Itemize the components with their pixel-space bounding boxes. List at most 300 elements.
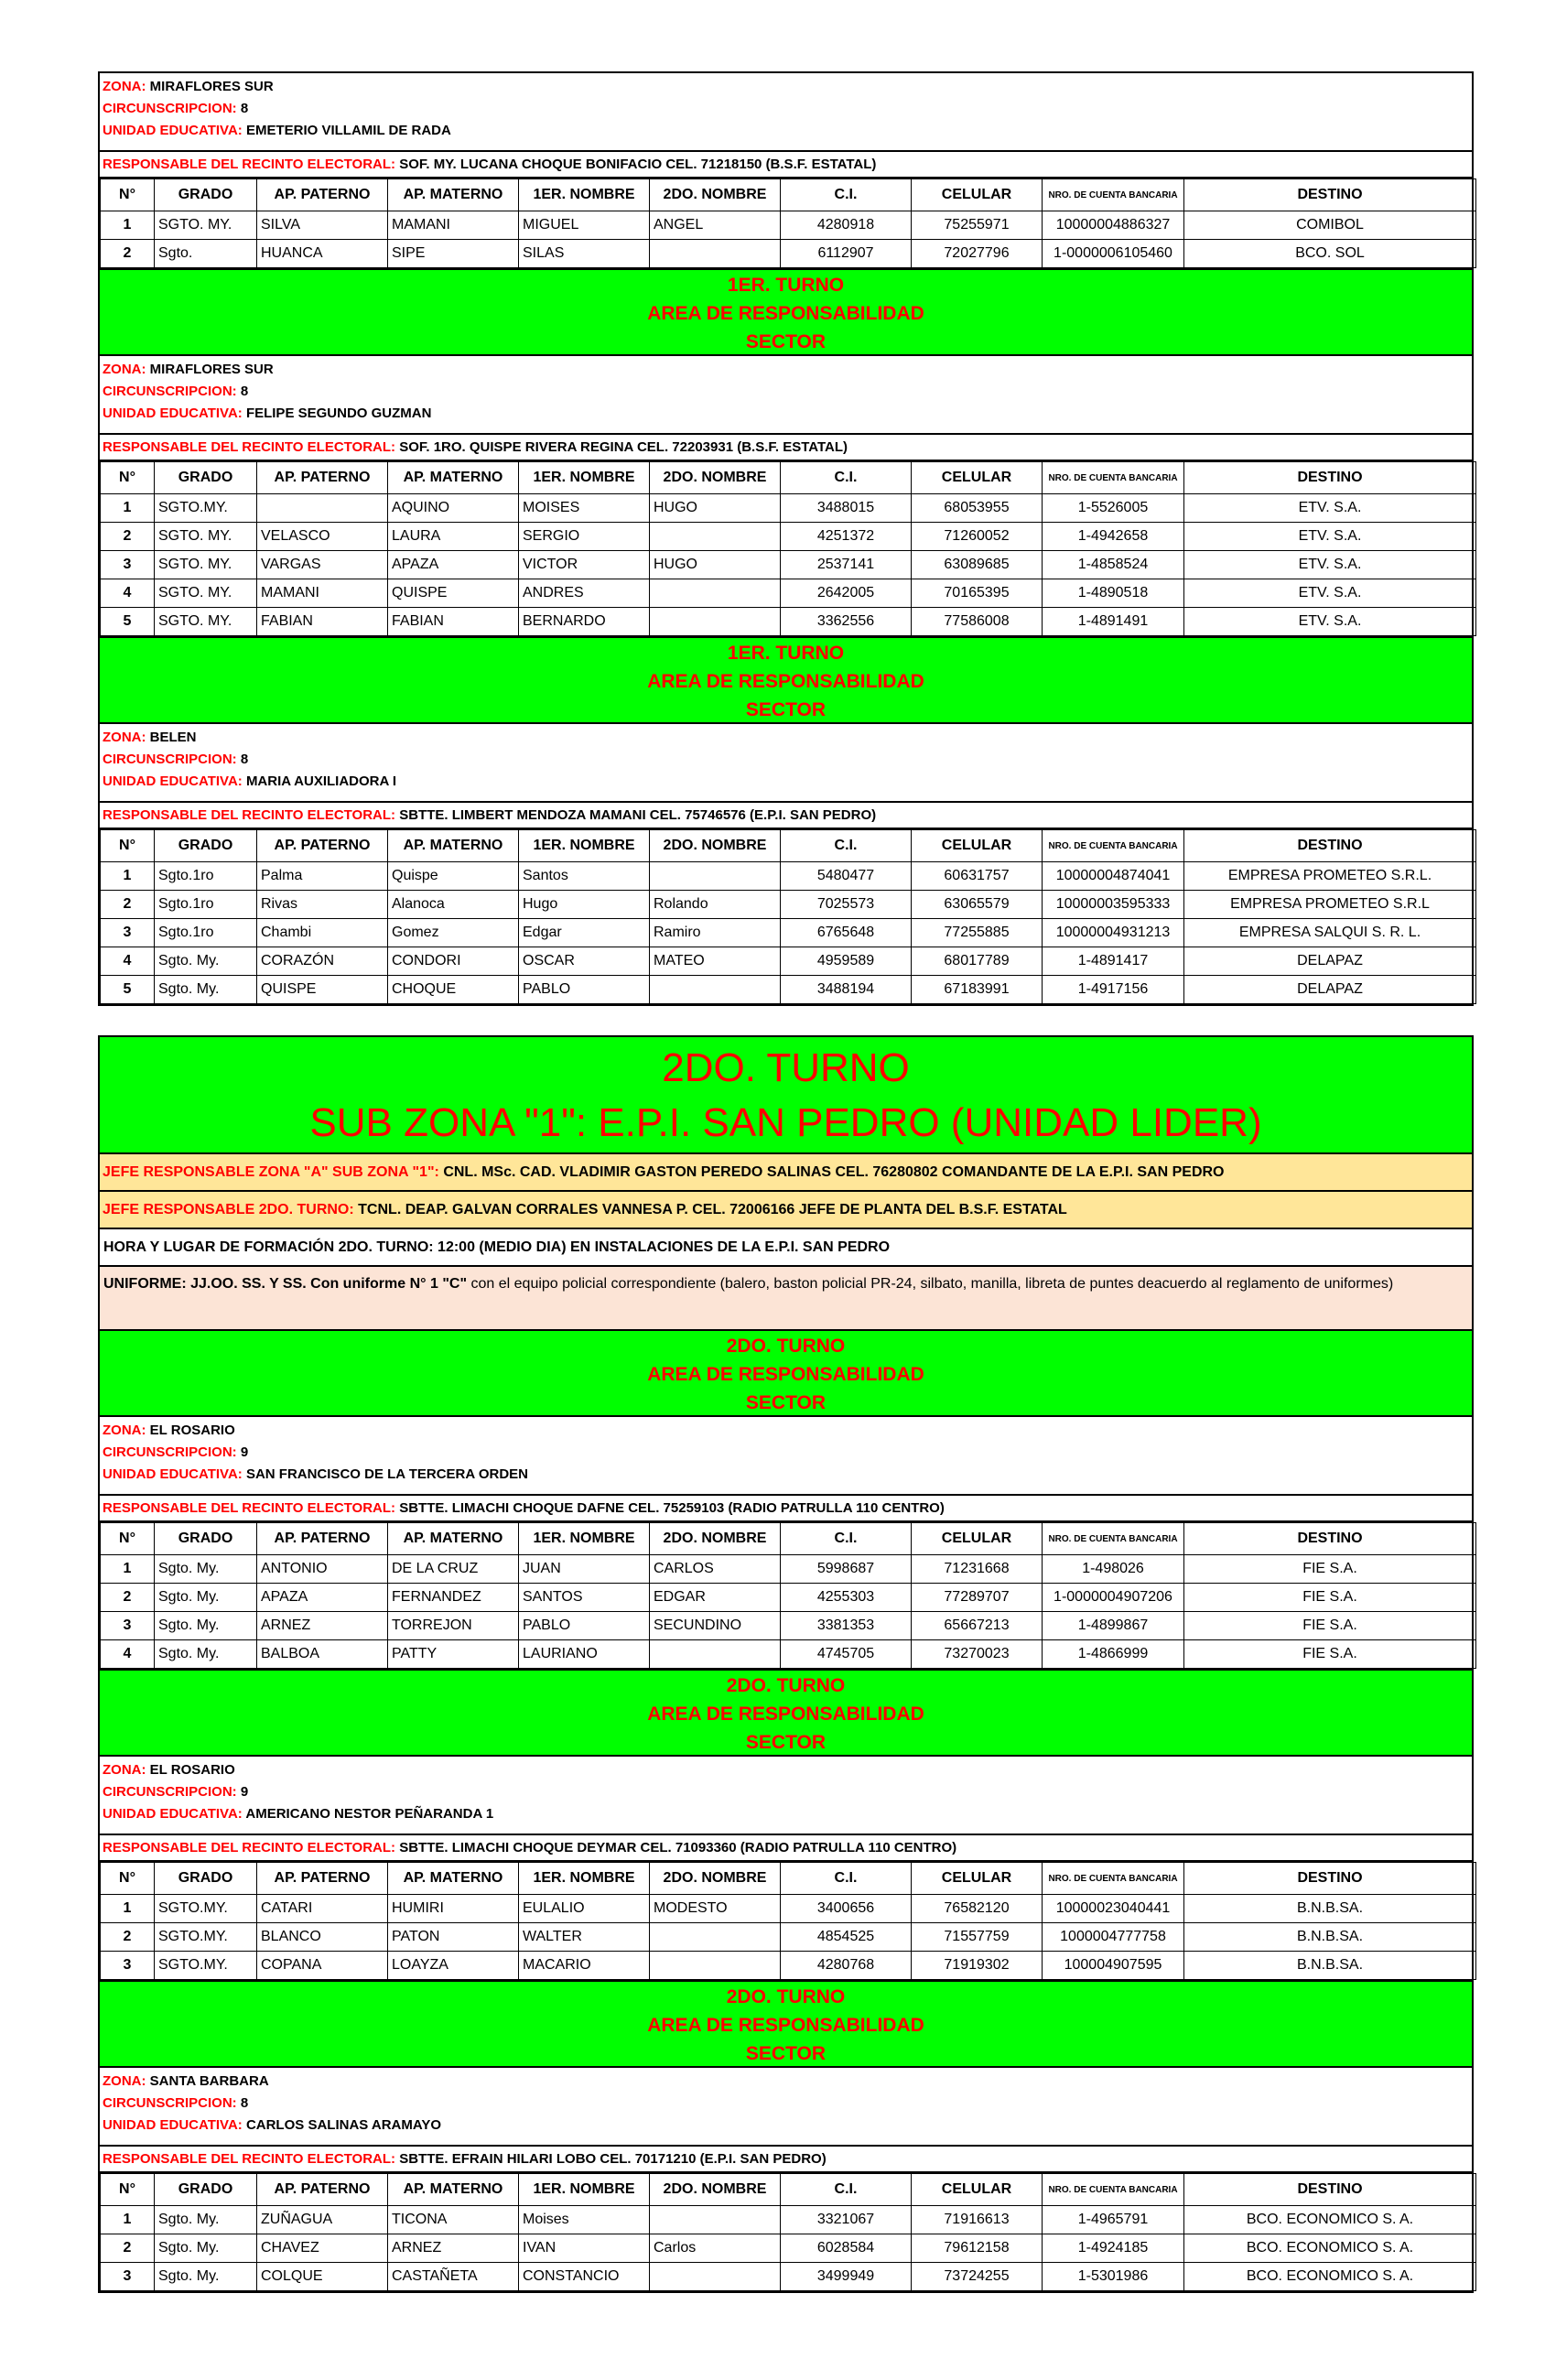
table-cell — [650, 1952, 781, 1980]
column-header: C.I. — [781, 1863, 912, 1895]
table-cell: Palma — [257, 862, 388, 891]
section-info — [98, 722, 1474, 801]
table-cell: Sgto. My. — [155, 1640, 257, 1669]
table-cell: QUISPE — [257, 976, 388, 1004]
table-row — [101, 1640, 1476, 1669]
table-cell: ZUÑAGUA — [257, 2206, 388, 2234]
column-header: 2DO. NOMBRE — [650, 830, 781, 862]
table-cell: Ramiro — [650, 919, 781, 947]
table-cell: VARGAS — [257, 551, 388, 579]
table-cell: OSCAR — [519, 947, 650, 976]
table-cell: Sgto. My. — [155, 976, 257, 1004]
table-cell: BALBOA — [257, 1640, 388, 1669]
table-row — [101, 2263, 1476, 2291]
table-cell: 71260052 — [912, 523, 1043, 551]
table-cell: CARLOS — [650, 1555, 781, 1584]
table-row — [101, 211, 1476, 240]
column-header: N° — [101, 830, 155, 862]
column-header: DESTINO — [1184, 1523, 1476, 1555]
table-cell — [650, 2206, 781, 2234]
table-cell: 1000004777758 — [1043, 1923, 1184, 1952]
column-header: DESTINO — [1184, 1863, 1476, 1895]
school-line — [103, 1464, 1469, 1486]
table-cell: 6765648 — [781, 919, 912, 947]
table-cell: Rolando — [650, 891, 781, 919]
responsible-label: RESPONSABLE DEL RECINTO ELECTORAL: — [103, 807, 400, 823]
table-cell: ETV. S.A. — [1184, 579, 1476, 608]
responsible-value: SBTTE. EFRAIN HILARI LOBO CEL. 70171210 (E.P.I. SAN PEDRO) — [399, 2151, 827, 2167]
table-cell: 2642005 — [781, 579, 912, 608]
table-row — [101, 1612, 1476, 1640]
title-line-1: 2DO. TURNO — [662, 1045, 910, 1090]
table-cell: HUANCA — [257, 240, 388, 268]
zone-label: ZONA: — [103, 362, 150, 377]
column-header: NRO. DE CUENTA BANCARIA — [1043, 1863, 1184, 1895]
school-value: MARIA AUXILIADORA I — [245, 774, 397, 789]
table-cell: 3 — [101, 919, 155, 947]
first-turn-banner — [98, 636, 1474, 722]
responsible-label: RESPONSABLE DEL RECINTO ELECTORAL: — [103, 439, 400, 455]
table-cell: FIE S.A. — [1184, 1584, 1476, 1612]
table-cell: 3 — [101, 1952, 155, 1980]
circumscription-line — [103, 1781, 1469, 1803]
zone-label: ZONA: — [103, 730, 150, 745]
table-cell: Santos — [519, 862, 650, 891]
column-header: NRO. DE CUENTA BANCARIA — [1043, 830, 1184, 862]
table-cell: DELAPAZ — [1184, 947, 1476, 976]
table-cell: FIE S.A. — [1184, 1640, 1476, 1669]
table-cell: 6028584 — [781, 2234, 912, 2263]
roster-table — [100, 461, 1476, 636]
table-cell: Sgto.1ro — [155, 862, 257, 891]
table-cell: 3400656 — [781, 1895, 912, 1923]
zone-label: ZONA: — [103, 2073, 150, 2089]
table-cell: 73724255 — [912, 2263, 1043, 2291]
column-header: CELULAR — [912, 1863, 1043, 1895]
school-value: FELIPE SEGUNDO GUZMAN — [245, 406, 432, 421]
column-header: DESTINO — [1184, 179, 1476, 211]
table-cell: 1-4858524 — [1043, 551, 1184, 579]
school-label: UNIDAD EDUCATIVA: — [103, 2117, 246, 2133]
zone-value: MIRAFLORES SUR — [149, 79, 274, 94]
responsible-label: RESPONSABLE DEL RECINTO ELECTORAL: — [103, 2151, 400, 2167]
column-header: AP. PATERNO — [257, 179, 388, 211]
column-header: N° — [101, 462, 155, 494]
zone-line — [103, 727, 1469, 749]
table-cell: 10000004931213 — [1043, 919, 1184, 947]
responsible-value: SOF. MY. LUCANA CHOQUE BONIFACIO CEL. 71218150 (B.S.F. ESTATAL) — [399, 157, 877, 172]
school-value: EMETERIO VILLAMIL DE RADA — [245, 123, 451, 138]
table-cell: 77255885 — [912, 919, 1043, 947]
table-cell: 70165395 — [912, 579, 1043, 608]
school-line — [103, 2115, 1469, 2137]
header-row — [101, 1523, 1476, 1555]
column-header: 2DO. NOMBRE — [650, 2174, 781, 2206]
turn-line: 2DO. TURNO — [726, 1675, 846, 1696]
table-cell: FIE S.A. — [1184, 1612, 1476, 1640]
table-cell — [650, 579, 781, 608]
table-cell: SANTOS — [519, 1584, 650, 1612]
column-header: 1ER. NOMBRE — [519, 1863, 650, 1895]
table-cell: 4854525 — [781, 1923, 912, 1952]
zone-chief-row — [98, 1152, 1474, 1190]
column-header: CELULAR — [912, 2174, 1043, 2206]
table-cell: DELAPAZ — [1184, 976, 1476, 1004]
table-cell: EMPRESA PROMETEO S.R.L. — [1184, 862, 1476, 891]
table-cell: 72027796 — [912, 240, 1043, 268]
column-header: 1ER. NOMBRE — [519, 1523, 650, 1555]
table-cell: 1 — [101, 1895, 155, 1923]
table-cell: 75255971 — [912, 211, 1043, 240]
column-header: C.I. — [781, 830, 912, 862]
second-turn-banner — [98, 1980, 1474, 2066]
table-cell — [650, 862, 781, 891]
table-cell: Gomez — [388, 919, 519, 947]
table-cell: LAURIANO — [519, 1640, 650, 1669]
table-row — [101, 1923, 1476, 1952]
table-cell: BCO. ECONOMICO S. A. — [1184, 2206, 1476, 2234]
column-header: AP. MATERNO — [388, 1863, 519, 1895]
column-header: N° — [101, 2174, 155, 2206]
table-cell: 4280768 — [781, 1952, 912, 1980]
table-cell: Edgar — [519, 919, 650, 947]
table-cell: 4745705 — [781, 1640, 912, 1669]
responsible-row — [98, 1494, 1474, 1520]
circumscription-label: CIRCUNSCRIPCION: — [103, 384, 241, 399]
table-cell: CORAZÓN — [257, 947, 388, 976]
table-cell: 2 — [101, 1584, 155, 1612]
table-cell: EMPRESA SALQUI S. R. L. — [1184, 919, 1476, 947]
table-cell: ETV. S.A. — [1184, 523, 1476, 551]
table-cell: HUGO — [650, 551, 781, 579]
table-cell: BCO. SOL — [1184, 240, 1476, 268]
second-turn-banner — [98, 1669, 1474, 1755]
table-cell: B.N.B.SA. — [1184, 1923, 1476, 1952]
roster-wrapper — [98, 1520, 1474, 1669]
table-cell: PABLO — [519, 976, 650, 1004]
table-cell: SGTO.MY. — [155, 1952, 257, 1980]
section-info — [98, 354, 1474, 433]
table-cell: COLQUE — [257, 2263, 388, 2291]
table-cell: 71919302 — [912, 1952, 1043, 1980]
table-cell: Sgto. My. — [155, 947, 257, 976]
table-cell: 4255303 — [781, 1584, 912, 1612]
column-header: CELULAR — [912, 462, 1043, 494]
table-cell: MACARIO — [519, 1952, 650, 1980]
turn-line: 1ER. TURNO — [727, 275, 845, 296]
table-cell: CHOQUE — [388, 976, 519, 1004]
table-row — [101, 891, 1476, 919]
table-row — [101, 947, 1476, 976]
table-cell: BCO. ECONOMICO S. A. — [1184, 2234, 1476, 2263]
table-cell: 76582120 — [912, 1895, 1043, 1923]
roster-table — [100, 2173, 1476, 2291]
table-cell: 68017789 — [912, 947, 1043, 976]
table-cell: SGTO. MY. — [155, 579, 257, 608]
table-row — [101, 976, 1476, 1004]
table-cell: FERNANDEZ — [388, 1584, 519, 1612]
table-cell: 7025573 — [781, 891, 912, 919]
column-header: DESTINO — [1184, 830, 1476, 862]
table-cell: Rivas — [257, 891, 388, 919]
table-cell: 1 — [101, 2206, 155, 2234]
table-cell: Sgto. — [155, 240, 257, 268]
column-header: NRO. DE CUENTA BANCARIA — [1043, 462, 1184, 494]
column-header: GRADO — [155, 2174, 257, 2206]
table-cell: 4959589 — [781, 947, 912, 976]
column-header: C.I. — [781, 2174, 912, 2206]
table-cell: 63089685 — [912, 551, 1043, 579]
table-row — [101, 1952, 1476, 1980]
table-cell: Chambi — [257, 919, 388, 947]
table-cell: 1-4965791 — [1043, 2206, 1184, 2234]
school-label: UNIDAD EDUCATIVA: — [103, 1466, 246, 1482]
responsible-value: SOF. 1RO. QUISPE RIVERA REGINA CEL. 72203931 (B.S.F. ESTATAL) — [399, 439, 848, 455]
zone-line — [103, 2071, 1469, 2093]
column-header: N° — [101, 1523, 155, 1555]
table-cell: SERGIO — [519, 523, 650, 551]
table-cell: EULALIO — [519, 1895, 650, 1923]
header-row — [101, 179, 1476, 211]
table-cell: 1 — [101, 1555, 155, 1584]
sector-line: SECTOR — [745, 1732, 827, 1753]
table-cell: DE LA CRUZ — [388, 1555, 519, 1584]
table-cell: 4280918 — [781, 211, 912, 240]
sector-line: SECTOR — [745, 699, 827, 720]
table-cell: 3488015 — [781, 494, 912, 523]
table-cell: 73270023 — [912, 1640, 1043, 1669]
roster-table — [100, 829, 1476, 1004]
table-cell: 2 — [101, 523, 155, 551]
table-cell: LAURA — [388, 523, 519, 551]
table-row — [101, 862, 1476, 891]
sector-line: SECTOR — [745, 2043, 827, 2064]
shift-chief-label: JEFE RESPONSABLE 2DO. TURNO: — [103, 1202, 354, 1217]
column-header: AP. PATERNO — [257, 830, 388, 862]
section-info — [98, 71, 1474, 150]
circumscription-value: 8 — [240, 2095, 249, 2111]
school-line — [103, 403, 1469, 425]
column-header: 1ER. NOMBRE — [519, 830, 650, 862]
table-cell: Alanoca — [388, 891, 519, 919]
table-cell: SGTO.MY. — [155, 1923, 257, 1952]
table-cell: 10000023040441 — [1043, 1895, 1184, 1923]
table-cell: 5 — [101, 608, 155, 636]
roster-wrapper — [98, 177, 1474, 268]
circumscription-label: CIRCUNSCRIPCION: — [103, 101, 241, 116]
turn-line: 1ER. TURNO — [727, 643, 845, 664]
table-cell: ETV. S.A. — [1184, 608, 1476, 636]
table-cell: SGTO. MY. — [155, 211, 257, 240]
table-cell: 67183991 — [912, 976, 1043, 1004]
table-cell: 1-498026 — [1043, 1555, 1184, 1584]
table-cell: Carlos — [650, 2234, 781, 2263]
table-cell: 3362556 — [781, 608, 912, 636]
column-header: CELULAR — [912, 830, 1043, 862]
uniform-row — [98, 1265, 1474, 1329]
responsible-row — [98, 150, 1474, 177]
roster-table — [100, 1862, 1476, 1980]
school-label: UNIDAD EDUCATIVA: — [103, 774, 246, 789]
table-cell: 71557759 — [912, 1923, 1043, 1952]
table-cell: APAZA — [257, 1584, 388, 1612]
circumscription-line — [103, 1442, 1469, 1464]
table-cell: 1-4891491 — [1043, 608, 1184, 636]
table-cell: 10000003595333 — [1043, 891, 1184, 919]
column-header: N° — [101, 1863, 155, 1895]
column-header: DESTINO — [1184, 2174, 1476, 2206]
table-cell: 5998687 — [781, 1555, 912, 1584]
roster-table — [100, 1522, 1476, 1669]
table-cell: VICTOR — [519, 551, 650, 579]
table-cell — [650, 523, 781, 551]
table-cell: ANDRES — [519, 579, 650, 608]
table-cell: 1 — [101, 211, 155, 240]
table-cell: JUAN — [519, 1555, 650, 1584]
responsible-label: RESPONSABLE DEL RECINTO ELECTORAL: — [103, 157, 400, 172]
table-cell: TICONA — [388, 2206, 519, 2234]
roster-wrapper — [98, 460, 1474, 636]
area-line: AREA DE RESPONSABILIDAD — [647, 303, 924, 324]
school-label: UNIDAD EDUCATIVA: — [103, 1806, 246, 1822]
table-row — [101, 1895, 1476, 1923]
zone-label: ZONA: — [103, 1423, 150, 1438]
school-line — [103, 1803, 1469, 1825]
table-cell: ARNEZ — [257, 1612, 388, 1640]
table-cell: 1 — [101, 862, 155, 891]
table-cell: 68053955 — [912, 494, 1043, 523]
table-cell: ETV. S.A. — [1184, 494, 1476, 523]
table-cell: 4 — [101, 947, 155, 976]
school-label: UNIDAD EDUCATIVA: — [103, 123, 246, 138]
sector-line: SECTOR — [745, 1392, 827, 1413]
table-cell: 5480477 — [781, 862, 912, 891]
circumscription-label: CIRCUNSCRIPCION: — [103, 2095, 241, 2111]
table-cell: 1-4917156 — [1043, 976, 1184, 1004]
first-turn-banner — [98, 268, 1474, 354]
table-cell: VELASCO — [257, 523, 388, 551]
table-cell: 3488194 — [781, 976, 912, 1004]
responsible-value: SBTTE. LIMBERT MENDOZA MAMANI CEL. 75746576 (E.P.I. SAN PEDRO) — [399, 807, 877, 823]
table-cell: 1 — [101, 494, 155, 523]
table-row — [101, 1555, 1476, 1584]
uniform-bold-text: UNIFORME: JJ.OO. SS. Y SS. Con uniforme N° 1 "C" — [103, 1276, 468, 1292]
table-cell: ANTONIO — [257, 1555, 388, 1584]
table-cell: 5 — [101, 976, 155, 1004]
table-row — [101, 551, 1476, 579]
table-cell — [650, 608, 781, 636]
table-cell: WALTER — [519, 1923, 650, 1952]
column-header: 2DO. NOMBRE — [650, 1863, 781, 1895]
table-cell: 1-4866999 — [1043, 1640, 1184, 1669]
column-header: GRADO — [155, 462, 257, 494]
school-value: AMERICANO NESTOR PEÑARANDA 1 — [245, 1806, 494, 1822]
table-cell: 1-5526005 — [1043, 494, 1184, 523]
table-cell: 1-4891417 — [1043, 947, 1184, 976]
table-cell: 100004907595 — [1043, 1952, 1184, 1980]
column-header: 1ER. NOMBRE — [519, 179, 650, 211]
table-cell: Quispe — [388, 862, 519, 891]
table-cell: MAMANI — [257, 579, 388, 608]
table-row — [101, 2234, 1476, 2263]
table-cell: 4251372 — [781, 523, 912, 551]
table-cell: 2 — [101, 2234, 155, 2263]
column-header: AP. MATERNO — [388, 462, 519, 494]
column-header: 1ER. NOMBRE — [519, 462, 650, 494]
table-cell: 2 — [101, 891, 155, 919]
area-line: AREA DE RESPONSABILIDAD — [647, 2015, 924, 2036]
circumscription-line — [103, 2093, 1469, 2115]
table-cell: CATARI — [257, 1895, 388, 1923]
column-header: AP. PATERNO — [257, 2174, 388, 2206]
column-header: AP. MATERNO — [388, 1523, 519, 1555]
zone-line — [103, 1420, 1469, 1442]
table-cell: 2537141 — [781, 551, 912, 579]
roster-wrapper — [98, 1860, 1474, 1980]
responsible-row — [98, 2145, 1474, 2171]
circumscription-value: 9 — [240, 1784, 249, 1800]
table-cell: 65667213 — [912, 1612, 1043, 1640]
table-cell — [650, 1923, 781, 1952]
column-header: GRADO — [155, 1863, 257, 1895]
table-cell: BERNARDO — [519, 608, 650, 636]
header-row — [101, 2174, 1476, 2206]
table-cell: SGTO.MY. — [155, 494, 257, 523]
roster-wrapper — [98, 828, 1474, 1006]
column-header: AP. MATERNO — [388, 179, 519, 211]
column-header: NRO. DE CUENTA BANCARIA — [1043, 179, 1184, 211]
column-header: AP. PATERNO — [257, 462, 388, 494]
zone-label: ZONA: — [103, 79, 150, 94]
table-cell: TORREJON — [388, 1612, 519, 1640]
zone-chief-label: JEFE RESPONSABLE ZONA "A" SUB ZONA "1": — [103, 1164, 439, 1180]
column-header: GRADO — [155, 830, 257, 862]
table-cell: SGTO. MY. — [155, 608, 257, 636]
table-cell: 1-4942658 — [1043, 523, 1184, 551]
section-info — [98, 2066, 1474, 2145]
table-cell: BLANCO — [257, 1923, 388, 1952]
responsible-row — [98, 801, 1474, 828]
column-header: CELULAR — [912, 179, 1043, 211]
school-label: UNIDAD EDUCATIVA: — [103, 406, 246, 421]
column-header: N° — [101, 179, 155, 211]
table-row — [101, 579, 1476, 608]
table-cell — [650, 240, 781, 268]
table-row — [101, 494, 1476, 523]
roster-table — [100, 178, 1476, 268]
column-header: C.I. — [781, 1523, 912, 1555]
table-cell: EMPRESA PROMETEO S.R.L — [1184, 891, 1476, 919]
table-cell: COMIBOL — [1184, 211, 1476, 240]
table-cell: PATON — [388, 1923, 519, 1952]
circumscription-line — [103, 749, 1469, 771]
area-line: AREA DE RESPONSABILIDAD — [647, 671, 924, 692]
table-cell: PABLO — [519, 1612, 650, 1640]
circumscription-line — [103, 381, 1469, 403]
sector-line: SECTOR — [745, 331, 827, 352]
turn-line: 2DO. TURNO — [726, 1336, 846, 1357]
table-cell: 3499949 — [781, 2263, 912, 2291]
table-cell: Sgto.1ro — [155, 919, 257, 947]
table-cell: 4 — [101, 1640, 155, 1669]
table-cell: B.N.B.SA. — [1184, 1895, 1476, 1923]
table-cell: 6112907 — [781, 240, 912, 268]
zone-line — [103, 359, 1469, 381]
roster-wrapper — [98, 2171, 1474, 2293]
turn-line: 2DO. TURNO — [726, 1986, 846, 2007]
table-cell: 71916613 — [912, 2206, 1043, 2234]
second-turn-banner — [98, 1329, 1474, 1415]
